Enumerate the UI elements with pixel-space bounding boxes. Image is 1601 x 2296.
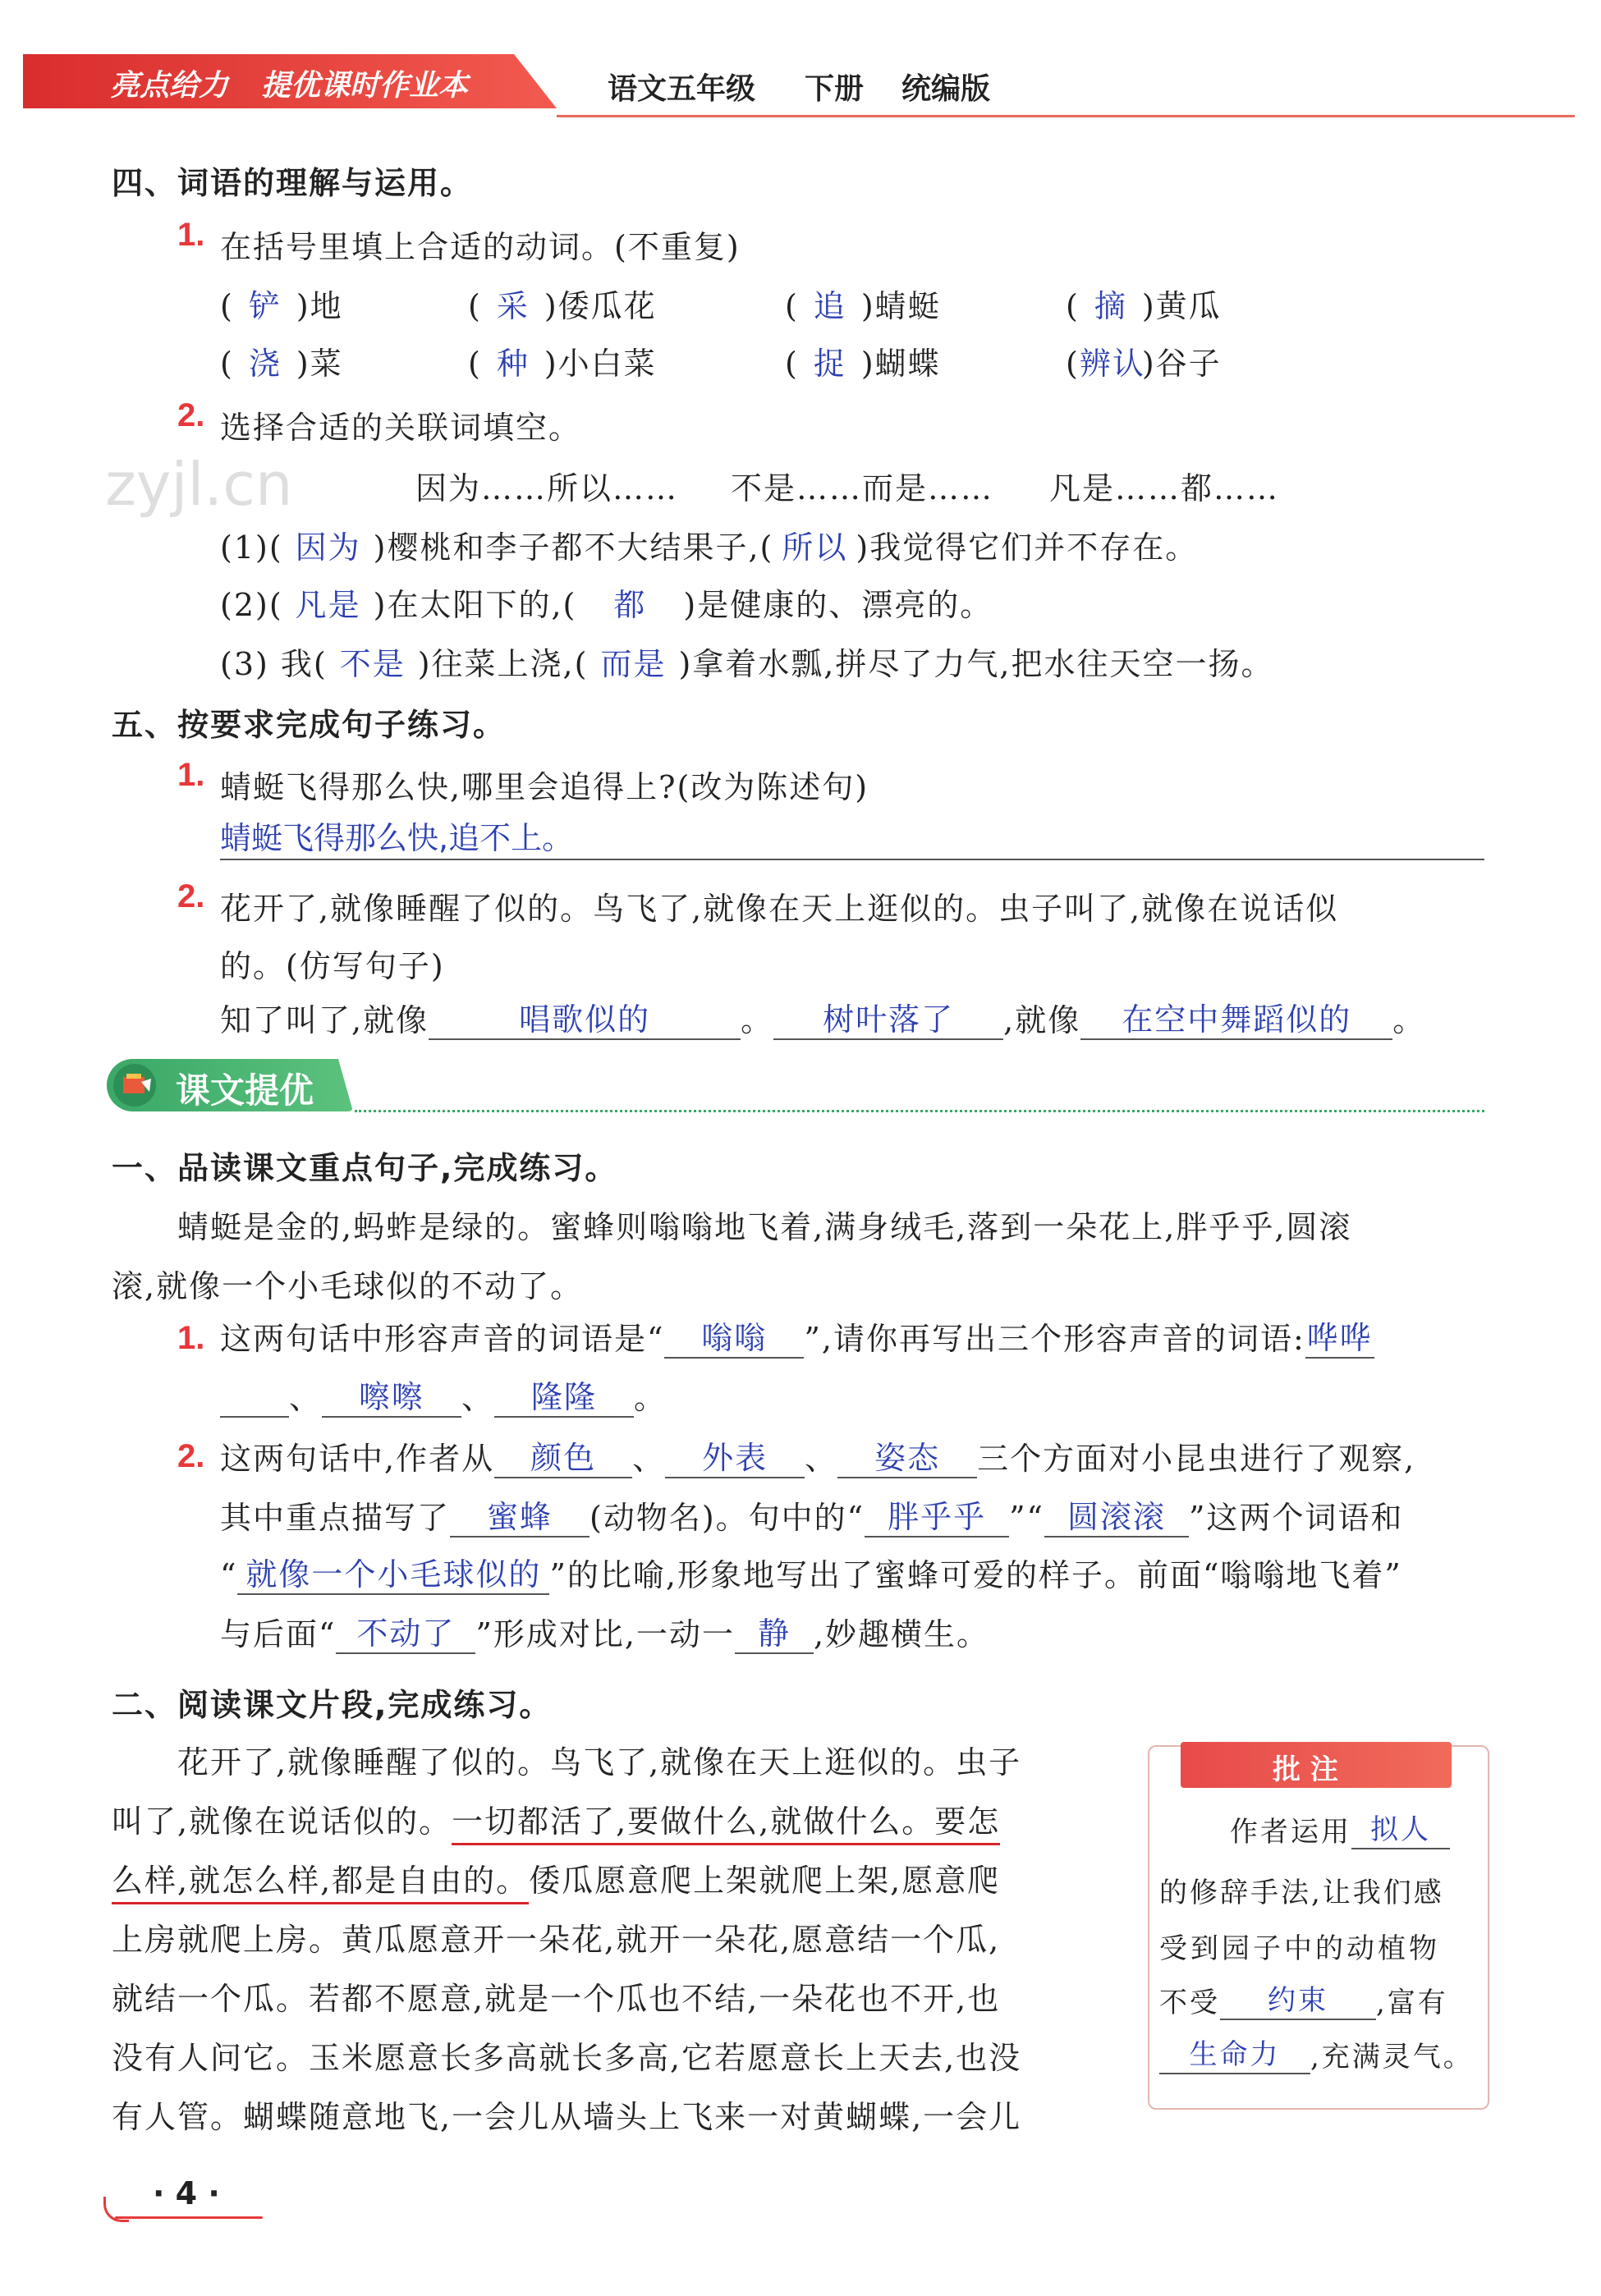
header-subtitle: 提优课时作业本 [261, 69, 469, 103]
annotation-line2: 的修辞手法,让我们感 [1159, 1877, 1444, 1909]
passage-line: 没有人问它。玉米愿意长多高就长多高,它若愿意长上天去,也没 [112, 2040, 1022, 2076]
passage-line: 叫了,就像在说话似的。一切都活了,要做什么,就做什么。要怎 [112, 1796, 1000, 1841]
part-1-passage-line2: 滚,就像一个小毛球似的不动了。 [112, 1268, 584, 1304]
watermark: zyjl.cn [105, 450, 293, 519]
annotation-line1: 作者运用 拟人 [1230, 1809, 1450, 1849]
page-number: · 4 · [153, 2175, 220, 2211]
underlined-sentence: 一切都活了,要做什么,就做什么。要怎 [452, 1803, 1000, 1845]
section-4-title: 四、词语的理解与运用。 [112, 165, 474, 201]
header-brand: 亮点给力 [110, 69, 229, 103]
annotation-line3: 受到园子中的动植物 [1159, 1932, 1440, 1965]
p1-q2-number: 2. [177, 1438, 205, 1474]
q5-2-line1: 花开了,就像睡醒了似的。鸟飞了,就像在天上逛似的。虫子叫了,就像在说话似 [220, 891, 1339, 927]
footer-rule [115, 2216, 263, 2219]
header-edition: 统编版 [901, 72, 991, 106]
annotation-title: 批 注 [1273, 1753, 1338, 1786]
verb-item: ( 浇 )菜 [220, 346, 343, 382]
verb-item: ( 采 )倭瓜花 [468, 288, 657, 324]
verb-item: ( 摘 )黄瓜 [1066, 288, 1222, 324]
part-2-title: 二、阅读课文片段,完成练习。 [112, 1687, 553, 1723]
banner-icon [113, 1064, 156, 1107]
section-5-title: 五、按要求完成句子练习。 [112, 707, 507, 743]
p1-q2-line2: 其中重点描写了 蜜蜂 (动物名)。句中的“ 胖乎乎 ”“ 圆滚滚 ”这两个词语和 [220, 1499, 1404, 1536]
q5-2-line2: 的。(仿写句子) [220, 948, 445, 984]
header-volume: 下册 [805, 72, 865, 106]
passage-line: 上房就爬上房。黄瓜愿意开一朵花,就开一朵花,愿意结一个瓜, [112, 1922, 1001, 1958]
p1-q1-line2: 、 嚓嚓 、 隆隆 。 [220, 1373, 667, 1418]
conjunction-sentence-2: (2)( 凡是 )在太阳下的,( 都 )是健康的、漂亮的。 [220, 587, 993, 623]
p1-q1-line1: 这两句话中形容声音的词语是“ 嗡嗡 ”,请你再写出三个形容声音的词语:哗哗 [220, 1320, 1373, 1357]
passage-line: 有人管。蝴蝶随意地飞,一会儿从墙头上飞来一对黄蝴蝶,一会儿 [112, 2099, 1022, 2135]
q5-2-answer-line: 知了叫了,就像 唱歌似的 。 树叶落了 ,就像 在空中舞蹈似的 。 [220, 1001, 1426, 1038]
conjunction-option: 不是……而是…… [731, 470, 994, 506]
banner-label: 课文提优 [176, 1070, 314, 1111]
passage-line: 么样,就怎么样,都是自由的。倭瓜愿意爬上架就爬上架,愿意爬 [112, 1855, 1000, 1900]
q4-1-prompt: 在括号里填上合适的动词。(不重复) [220, 229, 741, 265]
conjunction-sentence-3: (3) 我( 不是 )往菜上浇,( 而是 )拿着水瓢,拼尽了力气,把水往天空一扬。 [220, 646, 1274, 682]
verb-item: (辨认)谷子 [1066, 346, 1222, 382]
conjunction-option: 因为……所以…… [415, 470, 679, 506]
conjunction-sentence-1: (1)( 因为 )樱桃和李子都不大结果子,( 所以 )我觉得它们并不存在。 [220, 529, 1199, 566]
q5-1-number: 1. [177, 757, 205, 793]
underlined-sentence: 么样,就怎么样,都是自由的。 [112, 1863, 529, 1904]
verb-item: ( 追 )蜻蜓 [785, 288, 941, 324]
annotation-line5: 生命力 ,充满灵气。 [1159, 2034, 1474, 2074]
q4-2-prompt: 选择合适的关联词填空。 [220, 410, 582, 446]
annotation-line4: 不受 约束 ,富有 [1159, 1984, 1448, 2019]
part-1-title: 一、品读课文重点句子,完成练习。 [112, 1150, 618, 1186]
q5-1-answer: 蜻蜓飞得那么快,追不上。 [220, 820, 574, 856]
passage-line: 花开了,就像睡醒了似的。鸟飞了,就像在天上逛似的。虫子 [177, 1744, 1022, 1780]
passage-line: 就结一个瓜。若都不愿意,就是一个瓜也不结,一朵花也不开,也 [112, 1981, 1001, 2017]
header-rule [557, 115, 1575, 117]
q5-2-number: 2. [177, 878, 205, 914]
verb-item: ( 捉 )蝴蝶 [785, 346, 941, 382]
annotation-box [1148, 1745, 1489, 2110]
p1-q2-line1: 这两句话中,作者从 颜色 、 外表 、 姿态 三个方面对小昆虫进行了观察, [220, 1440, 1416, 1477]
q4-2-number: 2. [177, 397, 205, 433]
part-1-passage-line1: 蜻蜓是金的,蚂蚱是绿的。蜜蜂则嗡嗡地飞着,满身绒毛,落到一朵花上,胖乎乎,圆滚 [177, 1209, 1352, 1245]
p1-q2-line4: 与后面“ 不动了 ”形成对比,一动一 静 ,妙趣横生。 [220, 1615, 990, 1652]
conjunction-option: 凡是……都…… [1049, 470, 1280, 506]
verb-item: ( 铲 )地 [220, 288, 343, 324]
banner-dotted-line [355, 1110, 1484, 1112]
q5-1-answer-line [220, 859, 1484, 860]
p1-q2-line3: “ 就像一个小毛球似的 ”的比喻,形象地写出了蜜蜂可爱的样子。前面“嗡嗡地飞着” [220, 1556, 1402, 1593]
p1-q1-number: 1. [177, 1320, 205, 1356]
q5-1-prompt: 蜻蜓飞得那么快,哪里会追得上?(改为陈述句) [220, 769, 869, 805]
footer-curve [103, 2197, 129, 2222]
verb-item: ( 种 )小白菜 [468, 346, 657, 382]
q4-1-number: 1. [177, 217, 205, 253]
header-book-info: 语文五年级 [608, 72, 756, 106]
